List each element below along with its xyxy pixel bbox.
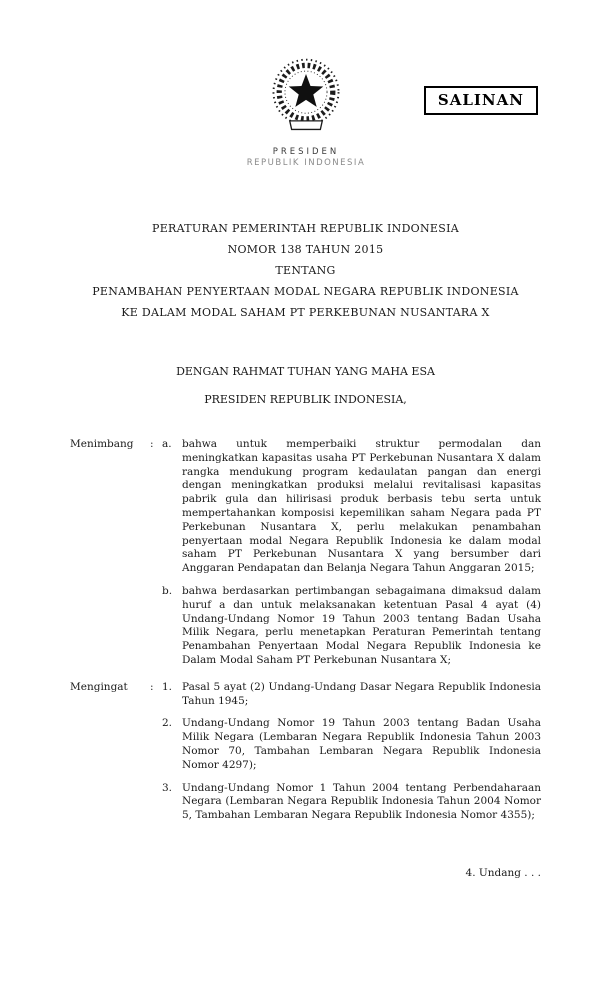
mengingat-item-1-text: Pasal 5 ayat (2) Undang-Undang Dasar Negara Republik Indonesia Tahun 1945; (182, 680, 541, 707)
mengingat-colon: : (150, 680, 154, 693)
regulation-title (70, 218, 541, 323)
spacer-cell (150, 717, 162, 772)
salinan-stamp: SALINAN (424, 86, 538, 115)
menimbang-item-b-marker: b. (162, 584, 173, 597)
title-line-5: KE DALAM MODAL SAHAM PT PERKEBUNAN NUSANTARA X (121, 306, 490, 319)
letterhead-presiden-text: PRESIDEN (272, 147, 340, 157)
mengingat-section (70, 681, 541, 823)
menimbang-section (70, 438, 541, 668)
mengingat-item-1-marker: 1. (162, 680, 173, 693)
menimbang-colon: : (150, 438, 154, 450)
document-body (70, 218, 541, 879)
menimbang-label: Menimbang (70, 438, 134, 450)
spacer-cell (70, 782, 150, 823)
mengingat-item-2-marker: 2. (162, 717, 173, 730)
title-line-4: PENAMBAHAN PENYERTAAN MODAL NEGARA REPUBLIK INDONESIA (92, 285, 519, 298)
spacer-cell (70, 585, 150, 668)
preamble-president-line: PRESIDEN REPUBLIK INDONESIA, (204, 393, 407, 406)
page-catchword: 4. Undang . . . (465, 866, 541, 879)
menimbang-item-b-text: bahwa berdasarkan pertimbangan sebagaimana dimaksud dalam huruf a dan untuk melaksanakan ketentuan Pasal 4 ayat (4) Undang-Undang Nomor 19 Tahun 2003 tentang Badan Usaha Milik Negara, perlu menetapkan Peraturan Pemerintah tentang Penambahan Penyertaan Modal Negara Republik Indonesia ke Dalam Modal Saham PT Perkebunan Nusantara X; (182, 584, 541, 666)
menimbang-item-a-marker: a. (162, 438, 172, 450)
title-line-1: PERATURAN PEMERINTAH REPUBLIK INDONESIA (152, 222, 459, 235)
title-line-2: NOMOR 138 TAHUN 2015 (227, 243, 384, 256)
mengingat-label: Mengingat (70, 680, 128, 693)
preamble (70, 365, 541, 406)
title-line-3: TENTANG (275, 264, 336, 277)
letterhead-caption (0, 147, 612, 168)
letterhead (0, 52, 612, 168)
spacer-cell (150, 585, 162, 668)
presidential-seal-icon (258, 52, 354, 140)
spacer-cell (70, 717, 150, 772)
letterhead-republik-text: REPUBLIK INDONESIA (246, 158, 366, 168)
spacer-cell (150, 782, 162, 823)
preamble-grace-line: DENGAN RAHMAT TUHAN YANG MAHA ESA (176, 365, 435, 378)
mengingat-item-3-marker: 3. (162, 781, 173, 794)
mengingat-item-2-text: Undang-Undang Nomor 19 Tahun 2003 tentang Badan Usaha Milik Negara (Lembaran Negara Republik Indonesia Tahun 2003 Nomor 70, Tambahan Lembaran Negara Republik Indonesia Nomor 4297); (182, 717, 541, 771)
mengingat-item-3-text: Undang-Undang Nomor 1 Tahun 2004 tentang Perbendaharaan Negara (Lembaran Negara Republik Indonesia Tahun 2004 Nomor 5, Tambahan Lembaran Negara Republik Indonesia Nomor 4355); (182, 781, 541, 822)
menimbang-item-a-text: bahwa untuk memperbaiki struktur permodalan dan meningkatkan kapasitas usaha PT Perkebunan Nusantara X dalam rangka mendukung program kedaulatan pangan dan energi dengan meningkatkan produksi melalui revitalisasi kapasitas pabrik gula dan hilirisasi produk berbasis tebu serta untuk mempertahankan komposisi kepemilikan saham Negara pada PT Perkebunan Nusantara X, perlu melakukan penambahan penyertaan modal Negara Republik Indonesia ke dalam modal saham PT Perkebunan Nusantara X yang bersumber dari Anggaran Pendapatan dan Belanja Negara Tahun Anggaran 2015; (182, 438, 541, 575)
